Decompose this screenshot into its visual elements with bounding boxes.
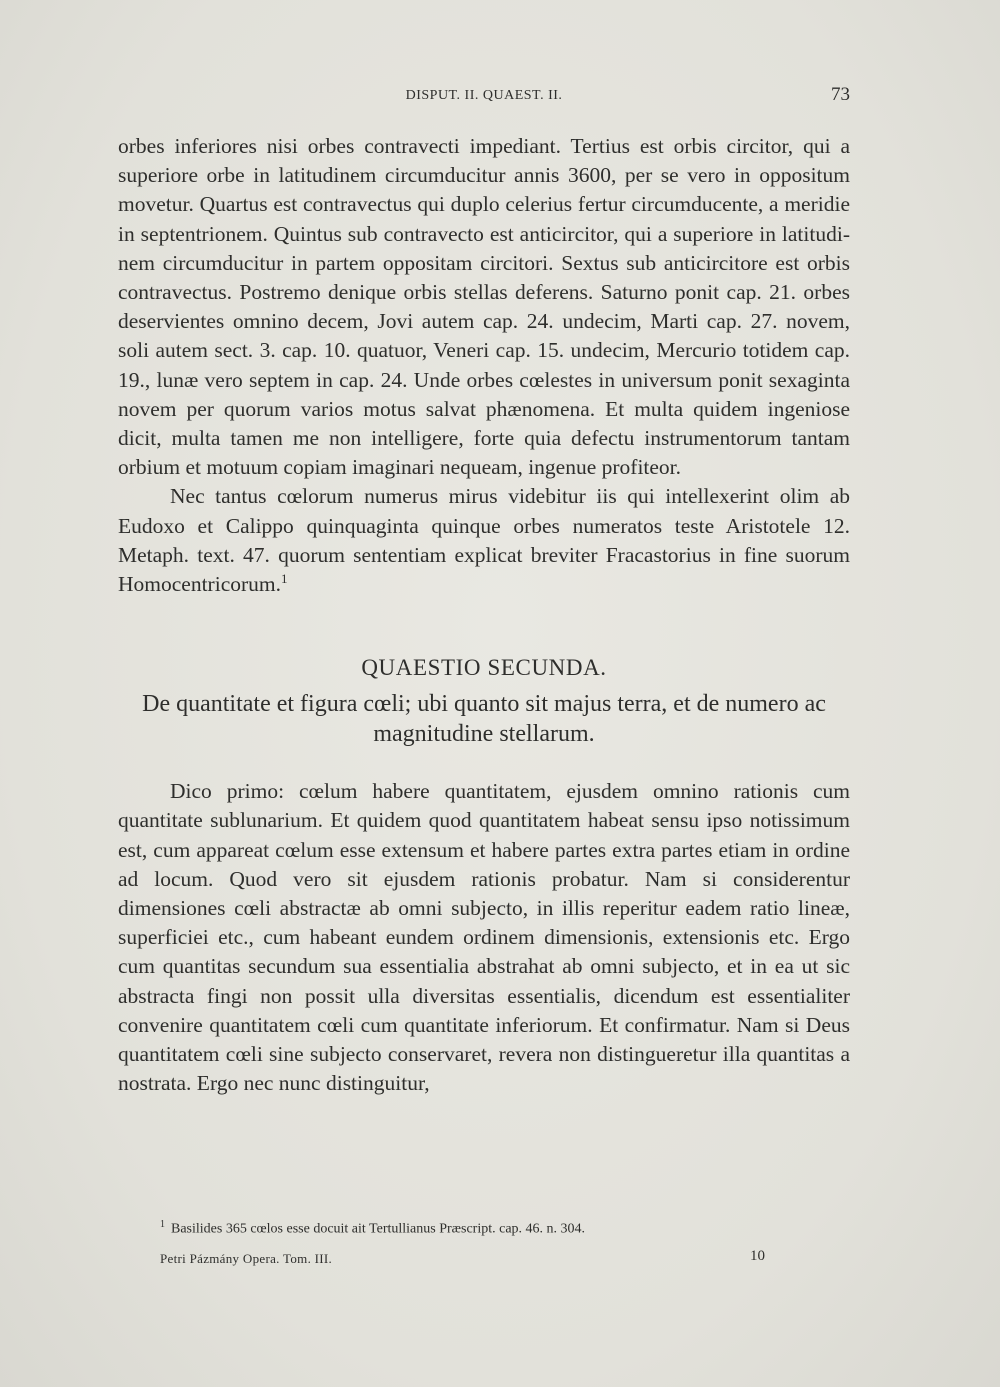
running-head: DISPUT. II. QUAEST. II. (405, 88, 563, 103)
sheet-number: 10 (750, 1248, 765, 1264)
footnote-reference: 1 (281, 570, 288, 586)
signature-text: Petri Pázmány Opera. Tom. III. (160, 1251, 333, 1266)
main-text (118, 132, 850, 1098)
page-header (118, 84, 850, 108)
paragraph-dico-primo: Dico primo: cœlum habere quantitatem, ejusdem omnino rationis cum quantitate sublunarium. Et quidem quod quantitatem habeat sensu ipso notissimum est, cum appareat cœlum esse extensum et habere partes extra partes etiam in ordine ad locum. Quod vero sit ejusdem rationis probatur. Nam si considerentur dimensiones cœli abstractæ ab omni subjecto, in illis reperitur eadem ratio lineæ, superficiei etc., cum habeant eundem ordinem dimensionis, extensionis etc. Ergo cum quantitas secundum sua essentialia abstrahat ab omni subjecto, et in ea ut sic abstracta fingi non possit ulla diversitas essentialis, dicendum est essentialiter convenire quantitatem cœli cum quantitate inferiorum. Et confirmatur. Nam si Deus quantitatem cœli sine subjecto conservaret, revera non distingueretur illa quantitas a nostrata. Ergo nec nunc distinguitur, (118, 779, 850, 1096)
page-number: 73 (831, 84, 850, 105)
paragraph-nec-tantus (118, 482, 850, 599)
section-title: QUAESTIO SECUNDA. (361, 655, 607, 681)
footnote-text: Basilides 365 cœlos esse docuit ait Tertullianus Præscript. cap. 46. n. 304. (171, 1221, 586, 1237)
footnote (160, 1216, 850, 1239)
paragraph-continued: orbes inferiores nisi orbes contravecti impediant. Tertius est orbis circitor, qui a superiore orbe in latitudinem circumducitur annis 3600, per se vero in oppositum movetur. Quartus est contravectus qui duplo celerius fertur circumducente, a meridie in septentrionem. Quintus sub contravecto est anticircitor, qui a superiore in latitudinem circumducitur in partem oppositam circitori. Sextus sub anticircitore est orbis contravectus. Postremo denique orbis stellas deferens. Saturno ponit cap. 21. orbes deservientes omnino decem, Jovi autem cap. 24. undecim, Marti cap. 27. novem, soli autem sect. 3. cap. 10. quatuor, Veneri cap. 15. undecim, Mercurio totidem cap. 19., lunæ vero septem in cap. 24. Unde orbes cœlestes in universum ponit sexaginta novem per quorum varios motus salvat phænomena. Et multa quidem ingeniose dicit, multa tamen me non intelligere, forte quia defectu instrumentorum tantam orbium et motuum copiam imaginari nequeam, ingenue profiteor. (118, 134, 850, 480)
paragraph-nec-tantus-text: Nec tantus cœlorum numerus mirus videbitur iis qui intellexerint olim ab Eudoxo et Calippo quinquaginta quinque orbes numeratos teste Aristotele 12. Metaph. text. 47. quorum sententiam explicat breviter Fracastorius in fine suorum Homocentricorum. (118, 484, 850, 597)
footnote-mark: 1 (160, 1219, 165, 1230)
signature-line (160, 1248, 765, 1270)
section-subtitle: De quantitate et figura cœli; ubi quanto sit majus terra, et de numero ac magnitudine stellarum. (142, 691, 826, 748)
